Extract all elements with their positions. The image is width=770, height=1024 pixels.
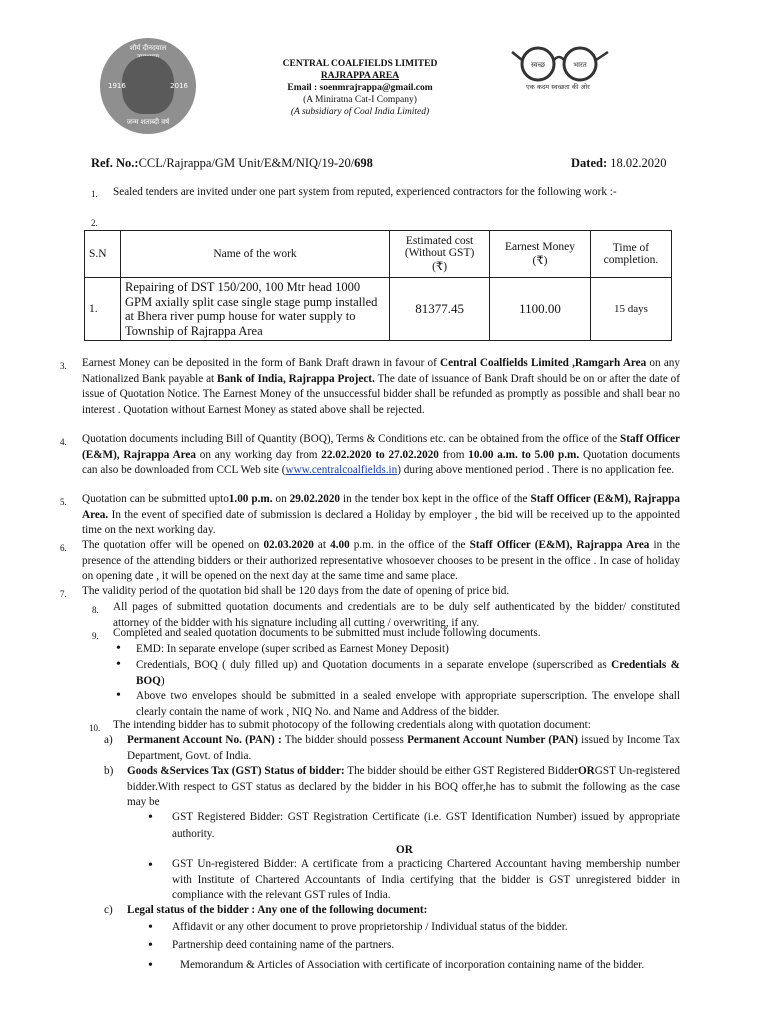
item-number: 1. bbox=[91, 189, 98, 199]
reference-number bbox=[91, 156, 373, 171]
or-separator: OR bbox=[396, 844, 413, 856]
header-time-line: Time of bbox=[612, 242, 650, 254]
legal-memorandum: Memorandum & Articles of Association with certificate of incorporation containing name of the bidder. bbox=[180, 959, 645, 971]
rupee-symbol: (₹) bbox=[432, 261, 448, 273]
item-number: 6. bbox=[60, 543, 67, 553]
header-cost bbox=[390, 231, 490, 278]
sb-right-text: भारत bbox=[573, 61, 587, 69]
gst-registered: GST Registered Bidder: GST Registration Certificate (i.e. GST Identification Number) issued by appropriate authority. bbox=[172, 811, 680, 840]
portrait-silhouette bbox=[122, 56, 174, 114]
company-header bbox=[240, 58, 480, 118]
text-run: Quotation documents including Bill of Quantity (BOQ), Terms & Conditions etc. can be obtained from the office of the bbox=[82, 433, 621, 445]
text-run: from bbox=[438, 448, 469, 461]
text-run: The quotation offer will be opened on bbox=[82, 539, 264, 551]
ref-serial: 698 bbox=[354, 156, 373, 170]
item-number: 10. bbox=[89, 723, 101, 733]
header-earnest-money bbox=[490, 231, 591, 278]
text-run: at bbox=[313, 539, 331, 551]
paragraph-4 bbox=[82, 432, 680, 479]
pan-requirement bbox=[127, 733, 680, 764]
header-sn: S.N bbox=[85, 231, 121, 278]
company-category: (A Miniratna Cat-I Company) bbox=[303, 95, 417, 105]
sub-label-c: c) bbox=[104, 904, 113, 916]
text-run: in the tender box kept in the office of the bbox=[340, 493, 531, 505]
paragraph-10: The intending bidder has to submit photocopy of the following credentials along with quotation document: bbox=[113, 719, 591, 731]
sub-label-a: a) bbox=[104, 734, 113, 746]
bullet: • bbox=[148, 920, 153, 935]
bold-run: Permanent Account Number (PAN) bbox=[407, 734, 578, 746]
table-row bbox=[85, 278, 672, 341]
item-number: 9. bbox=[92, 631, 99, 641]
sb-left-text: स्वच्छ bbox=[530, 61, 546, 69]
text-run: issued by Income Tax Department, Govt. of India. bbox=[127, 734, 680, 762]
header-cost-line: (Without GST) bbox=[404, 247, 475, 259]
document-date bbox=[571, 156, 666, 171]
bullet: • bbox=[148, 858, 153, 873]
cell-earnest-money: 1100.00 bbox=[490, 278, 591, 341]
legal-partnership: Partnership deed containing name of the partners. bbox=[172, 939, 395, 951]
date-label: Dated: bbox=[571, 156, 608, 170]
header-cost-line: Estimated cost bbox=[405, 235, 474, 247]
text-run: on bbox=[272, 493, 290, 505]
seal-year-right: 2016 bbox=[170, 82, 188, 90]
swachh-bharat-caption: एक कदम स्वच्छता की ओर bbox=[526, 83, 590, 91]
header-name: Name of the work bbox=[121, 231, 390, 278]
legal-status-heading: Legal status of the bidder : Any one of the following document: bbox=[127, 904, 428, 916]
bold-run: Central Coalfields Limited ,Ramgarh Area bbox=[440, 357, 647, 369]
bold-run: Staff Officer (E&M), Rajrappa Area bbox=[469, 539, 650, 551]
header-em-line: Earnest Money bbox=[505, 241, 575, 253]
commemorative-seal-logo bbox=[100, 38, 196, 134]
date-value: 18.02.2020 bbox=[610, 156, 667, 170]
bullet: • bbox=[148, 810, 153, 825]
bullet: • bbox=[116, 657, 121, 672]
bullet-credentials bbox=[136, 658, 680, 689]
text-run: The date of issuance of Bank Draft should be on or after the date of issue of Quotation Notice. The Earnest Money of the unsuccessful bidder shall be refunded as promptly as possible and shall bear no interest . Quotation without Earnest Money as stated above shall be rejected. bbox=[82, 372, 680, 416]
paragraph-8: All pages of submitted quotation documents and credentials are to be duly self authenticated by the bidder/ constituted attorney of the bidder with his signature including all cutting / overwriting, if any. bbox=[113, 601, 680, 629]
seal-text-top: शौर्य दीनदयाल bbox=[129, 44, 167, 52]
bold-run: Permanent Account No. (PAN) : bbox=[127, 734, 282, 746]
paragraph-6 bbox=[82, 538, 680, 585]
bold-run: 1.00 p.m. bbox=[228, 493, 273, 505]
seal-text-bottom: जन्म शताब्दी वर्ष bbox=[126, 118, 170, 126]
paragraph-3 bbox=[82, 356, 680, 418]
gst-requirement bbox=[127, 764, 680, 811]
text-run: on any working day from bbox=[195, 448, 322, 461]
item-number: 8. bbox=[92, 605, 99, 615]
text-run: p.m. in the office of the bbox=[349, 539, 470, 551]
cell-time: 15 days bbox=[590, 278, 671, 341]
legal-affidavit: Affidavit or any other document to prove proprietorship / Individual status of the bidder. bbox=[172, 921, 568, 933]
text-run: ) bbox=[160, 674, 165, 687]
sub-label-b: b) bbox=[104, 765, 114, 777]
text-run: Earnest Money can be deposited in the form of Bank Draft drawn in favour of bbox=[82, 357, 441, 369]
text-run: The bidder should be either GST Registered Bidder bbox=[344, 765, 578, 777]
bold-run: Staff Officer (E&M), Rajrappa Area. bbox=[82, 493, 680, 521]
company-subsidiary: (A subsidiary of Coal India Limited) bbox=[290, 107, 430, 117]
paragraph-5 bbox=[82, 492, 680, 539]
text-run: GST Un-registered bidder.With respect to GST status as declared by the bidder in his BOQ offer,he has to submit the following as the case may be bbox=[127, 765, 681, 809]
header-time bbox=[590, 231, 671, 278]
cell-work-name: Repairing of DST 150/200, 100 Mtr head 1000 GPM axially split case single stage pump installed at Bhera river pump house for water supply to Township of Rajrappa Area bbox=[121, 278, 390, 341]
ccl-website-link[interactable]: www.centralcoalfields.in bbox=[285, 464, 398, 477]
seal-year-left: 1916 bbox=[108, 82, 126, 90]
item-number: 3. bbox=[60, 361, 67, 371]
header-time-line: completion. bbox=[603, 254, 659, 266]
bullet-envelopes: Above two envelopes should be submitted in a sealed envelope with appropriate superscription. The envelope shall clearly contain the name of work , NIQ No. and Name and Address of the bidder. bbox=[136, 690, 680, 718]
cell-sn: 1. bbox=[85, 278, 121, 341]
text-run: Quotation documents can also be downloaded from CCL Web site ( bbox=[82, 448, 681, 477]
bullet: • bbox=[116, 688, 121, 703]
text-run: in the presence of the attending bidders or their authorized representative whosoever chooses to be present in the office . In case of holiday on opening date , it will be opened on the next day at the same time and same place. bbox=[82, 539, 681, 583]
ref-value: CCL/Rajrappa/GM Unit/E&M/NIQ/19-20/ bbox=[138, 156, 355, 170]
paragraph-7: The validity period of the quotation bid shall be 120 days from the date of opening of price bid. bbox=[82, 585, 510, 597]
bold-run: 22.02.2020 to 27.02.2020 bbox=[321, 448, 439, 461]
gst-unregistered: GST Un-registered Bidder: A certificate from a practicing Chartered Accountant having membership number with Institute of Chartered Accountants of India certifying that the bidder is GST unregistered bidder in compliance with the relevant GST rules of India. bbox=[172, 858, 680, 902]
text-run: ) during above mentioned period . There is no application fee. bbox=[397, 464, 675, 477]
ref-label: Ref. No.: bbox=[91, 156, 139, 170]
bold-run: Credentials & BOQ bbox=[136, 659, 680, 687]
item-number: 4. bbox=[60, 437, 67, 447]
item-number: 5. bbox=[60, 497, 67, 507]
company-area: RAJRAPPA AREA bbox=[320, 71, 400, 81]
works-table bbox=[84, 230, 672, 341]
bold-run: 10.00 a.m. to 5.00 p.m. bbox=[468, 448, 580, 461]
bullet: • bbox=[116, 641, 121, 656]
cell-cost: 81377.45 bbox=[390, 278, 490, 341]
bold-run: Goods &Services Tax (GST) Status of bidder: bbox=[127, 765, 345, 777]
item-number: 7. bbox=[60, 589, 67, 599]
text-run: Credentials, BOQ ( duly filled up) and Quotation documents in a separate envelope (superscribed as bbox=[136, 659, 612, 671]
text-run: In the event of specified date of submission is declared a Holiday by employer , the bid will be received up to the appointed time on the next working day. bbox=[82, 508, 680, 537]
bold-run: 4.00 bbox=[330, 539, 350, 551]
bullet: • bbox=[148, 958, 153, 973]
company-name: CENTRAL COALFIELDS LIMITED bbox=[282, 59, 438, 69]
bullet-emd: EMD: In separate envelope (super scribed as Earnest Money Deposit) bbox=[136, 643, 449, 655]
company-email: Email : soenmrajrappa@gmail.com bbox=[287, 83, 433, 93]
bold-run: 02.03.2020 bbox=[263, 539, 314, 551]
table-header-row bbox=[85, 231, 672, 278]
bold-run: OR bbox=[577, 765, 595, 777]
bold-run: 29.02.2020 bbox=[289, 493, 341, 505]
paragraph-9: Completed and sealed quotation documents to be submitted must include following documents. bbox=[113, 627, 541, 639]
bold-run: Staff Officer (E&M), Rajrappa Area bbox=[82, 433, 681, 461]
rupee-symbol: (₹) bbox=[532, 255, 548, 267]
text-run: on any Nationalized Bank payable at bbox=[82, 357, 680, 385]
text-run: Quotation can be submitted upto bbox=[82, 493, 229, 505]
bold-run: Bank of India, Rajrappa Project. bbox=[216, 372, 375, 385]
item-1-text: Sealed tenders are invited under one part system from reputed, experienced contractors for the following work :- bbox=[113, 186, 617, 198]
bullet: • bbox=[148, 938, 153, 953]
item-number: 2. bbox=[91, 218, 98, 228]
text-run: The bidder should possess bbox=[281, 734, 408, 746]
